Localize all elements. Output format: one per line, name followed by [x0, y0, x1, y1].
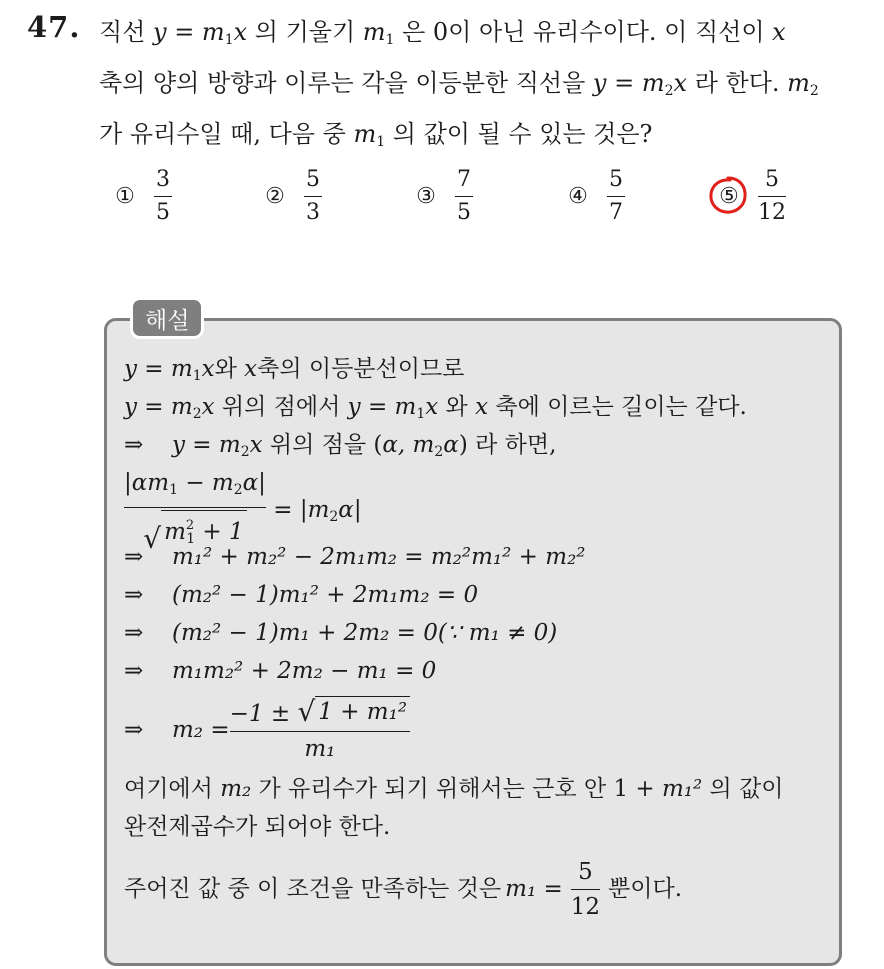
solution-line-4: $|\alpha m_1 - m_2\alpha|$ √ $m^2_1 + 1$ = $|m_2\alpha|$	[124, 470, 362, 555]
solution-line-12: 주어진 값 중 이 조건을 만족하는 것은 m₁ = 5 12 뿐이다.	[124, 858, 683, 920]
stem-line-3: 가 유리수일 때, 다음 중 $m_1$ 의 값이 될 수 있는 것은?	[99, 120, 653, 150]
sqrt-expression: √ $m^2_1 + 1$	[143, 510, 246, 554]
choice-marker: ③	[416, 183, 436, 209]
solution-line-2: $y = m_2x$ 위의 점에서 $y = m_1x$ 와 x 축에 이르는 길이는 같다.	[124, 394, 747, 422]
choice-marker: ②	[265, 183, 285, 209]
implies-icon: ⇒	[124, 582, 144, 608]
solution-line-11: 완전제곱수가 되어야 한다.	[124, 814, 391, 840]
choice-marker: ④	[568, 183, 588, 209]
quadratic-root-fraction: −1 ± √ 1 + m₁² m₁	[230, 696, 410, 764]
solution-line-10: 여기에서 m₂ 가 유리수가 되기 위해서는 근호 안 1 + m₁² 의 값이	[124, 776, 784, 802]
choice-3[interactable]	[409, 160, 473, 232]
solution-body	[124, 350, 834, 924]
solution-line-3: ⇒ $y = m_2x$ 위의 점을 (α, $m_2\alpha$) 라 하면,	[124, 426, 834, 464]
implies-icon: ⇒	[124, 717, 144, 743]
stem-line-2: 축의 양의 방향과 이루는 각을 이등분한 직선을 $y = m_2x$ 라 한다. $m_2$	[99, 69, 819, 99]
solution-line-6: ⇒ (m₂² − 1)m₁² + 2m₁m₂ = 0	[124, 576, 834, 614]
solution-line-5: ⇒ m₁² + m₂² − 2m₁m₂ = m₂²m₁² + m₂²	[124, 538, 834, 576]
choice-fraction: $\frac{5}{7}$	[609, 166, 623, 225]
choice-fraction: $\frac{5}{12}$	[758, 166, 786, 225]
sqrt-expression: √ 1 + m₁²	[297, 696, 410, 727]
question-number: 47.	[27, 10, 81, 44]
choice-fraction: $\frac{5}{3}$	[306, 166, 320, 225]
implies-icon: ⇒	[124, 620, 144, 646]
solution-tag: 해설	[130, 297, 204, 339]
solution-line-9: ⇒ m₂ = −1 ± √ 1 + m₁² m₁	[124, 694, 834, 766]
answer-choices	[0, 160, 884, 240]
answer-fraction: 5 12	[570, 858, 601, 920]
implies-icon: ⇒	[124, 658, 144, 684]
choice-4[interactable]	[561, 160, 625, 232]
choice-fraction: $\frac{7}{5}$	[457, 166, 471, 225]
choice-1[interactable]	[108, 160, 172, 232]
choice-fraction: $\frac{3}{5}$	[156, 166, 170, 225]
solution-line-7: ⇒ (m₂² − 1)m₁ + 2m₂ = 0(∵ m₁ ≠ 0)	[124, 614, 834, 652]
choice-marker: ①	[115, 183, 135, 209]
distance-fraction: $|\alpha m_1 - m_2\alpha|$ √ $m^2_1 + 1$	[124, 470, 266, 555]
implies-icon: ⇒	[124, 432, 144, 458]
answer-circle-icon	[706, 173, 750, 217]
question-stem	[99, 11, 869, 164]
choice-2[interactable]	[258, 160, 322, 232]
solution-line-1: $y = m_1x$와 x축의 이등분선이므로	[124, 356, 465, 384]
implies-icon: ⇒	[124, 544, 144, 570]
choice-5[interactable]	[712, 160, 786, 232]
choice-marker: ⑤	[712, 179, 746, 213]
solution-line-8: ⇒ m₁m₂² + 2m₂ − m₁ = 0	[124, 652, 834, 690]
stem-line-1: 직선 $y = m_1x$ 의 기울기 $m_1$ 은 0이 아닌 유리수이다. 이 직선이 x	[99, 18, 786, 48]
